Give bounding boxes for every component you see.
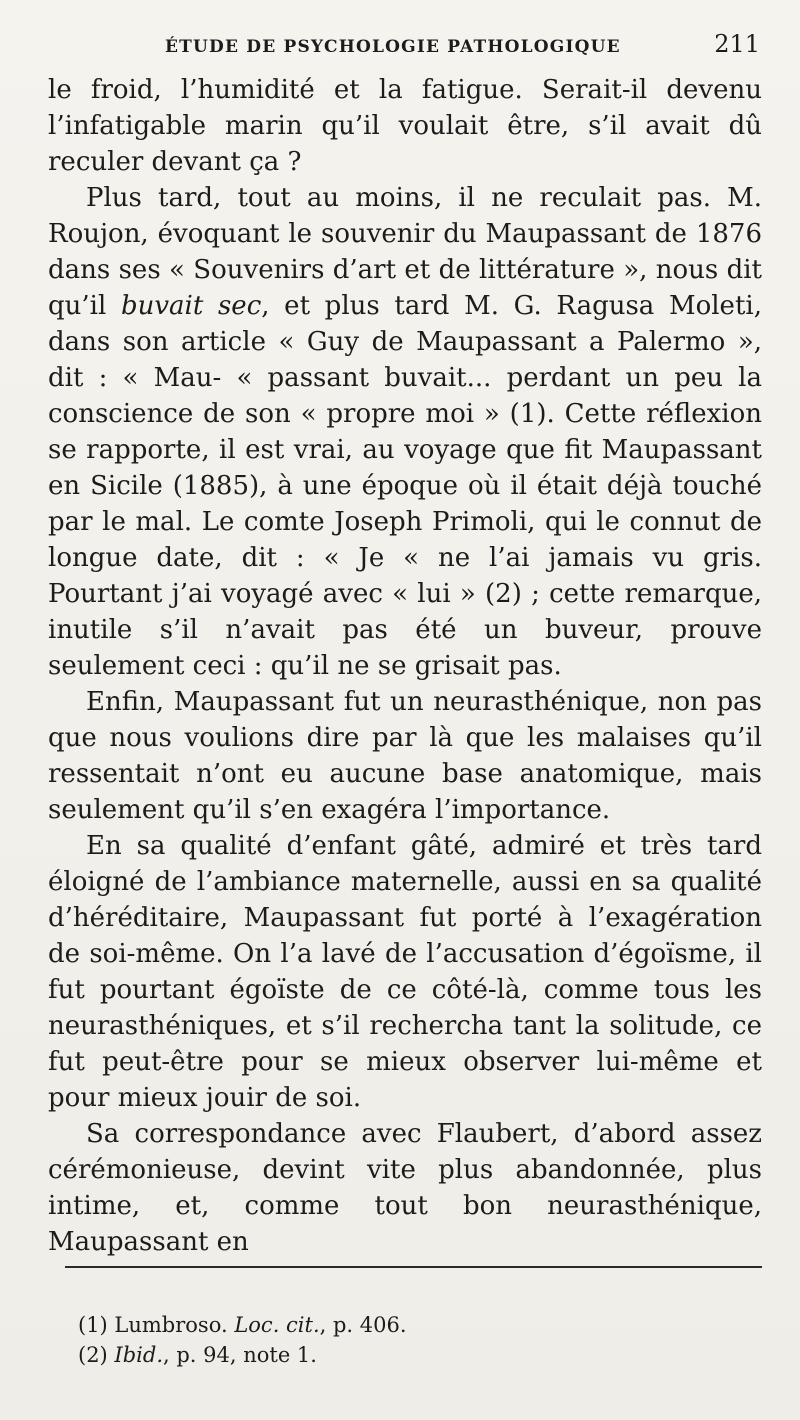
body-text bbox=[48, 72, 762, 1260]
page-header bbox=[165, 30, 760, 66]
footnote-1 bbox=[78, 1310, 758, 1340]
footnote-1-italic: Loc. cit. bbox=[234, 1313, 320, 1337]
paragraph-2-italic: buvait sec bbox=[120, 291, 262, 321]
footnote-2-italic: Ibid. bbox=[114, 1343, 163, 1367]
footnote-2-start: (2) bbox=[78, 1343, 115, 1367]
paragraph-5: Sa correspondance avec Flaubert, d’abord assez cérémonieuse, devint vite plus abandonnée, plus intime, et, comme tout bon neurasthénique, Maupassant en bbox=[48, 1119, 762, 1257]
footnote-2 bbox=[78, 1340, 758, 1370]
paragraph-1: le froid, l’humidité et la fatigue. Serait-il devenu l’infatigable marin qu’il voulait être, s’il avait dû reculer devant ça ? bbox=[48, 75, 762, 177]
page-number: 211 bbox=[714, 30, 760, 58]
footnote-rule bbox=[65, 1266, 762, 1268]
footnote-1-start: (1) Lumbroso. bbox=[78, 1313, 235, 1337]
footnote-2-end: , p. 94, note 1. bbox=[163, 1343, 317, 1367]
paragraph-3: Enfin, Maupassant fut un neurasthénique, non pas que nous voulions dire par là que les malaises qu’il ressentait n’ont eu aucune base anatomique, mais seulement qu’il s’en exagéra l’importance. bbox=[48, 687, 762, 825]
paragraph-2 bbox=[48, 180, 762, 684]
paragraph-2-start: Plus tard, tout au moins, il ne reculait pas. M. Roujon, évoquant le souvenir du Maupassant de 1876 dans ses « Souvenirs d’art et de littérature », nous dit qu’il bbox=[48, 183, 762, 321]
footnotes bbox=[78, 1310, 758, 1370]
running-head: ÉTUDE DE PSYCHOLOGIE PATHOLOGIQUE bbox=[165, 37, 621, 57]
paragraph-4: En sa qualité d’enfant gâté, admiré et très tard éloigné de l’ambiance maternelle, aussi en sa qualité d’héréditaire, Maupassant fut porté à l’exagération de soi-même. On l’a lavé de l’accusation d’égoïsme, il fut pourtant égoïste de ce côté-là, comme tous les neurasthéniques, et s’il rechercha tant la solitude, ce fut peut-être pour se mieux observer lui-même et pour mieux jouir de soi. bbox=[48, 831, 762, 1113]
footnote-1-end: , p. 406. bbox=[319, 1313, 407, 1337]
paragraph-2-end: , et plus tard M. G. Ragusa Moleti, dans son article « Guy de Maupassant a Palermo », dit : « Mau- « passant buvait... perdant un peu la conscience de son « propre moi » (1). Cette réflexion se rapporte, il est vrai, au voyage que fit Maupassant en Sicile (1885), à une époque où il était déjà touché par le mal. Le comte Joseph Primoli, qui le connut de longue date, dit : « Je « ne l’ai jamais vu gris. Pourtant j’ai voyagé avec « lui » (2) ; cette remarque, inutile s’il n’avait pas été un buveur, prouve seulement ceci : qu’il ne se grisait pas. bbox=[48, 291, 762, 681]
